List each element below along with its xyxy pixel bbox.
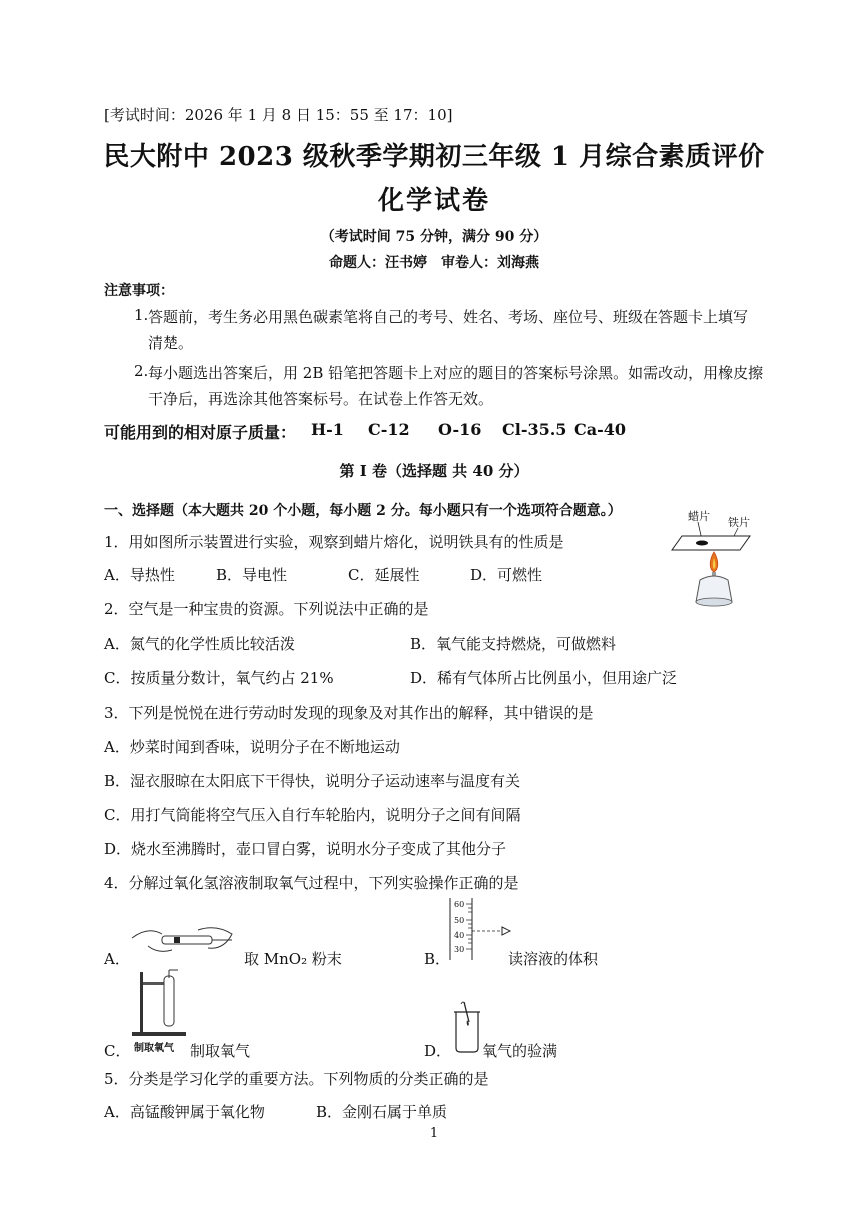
atomic-mass-ca: Ca-40	[574, 420, 627, 439]
q1-option-d: D．可燃性	[470, 566, 543, 584]
q4-option-a-letter: A．	[104, 950, 130, 968]
atomic-mass-h: H-1	[311, 420, 344, 439]
q5-option-b: B．金刚石属于单质	[316, 1103, 448, 1121]
atomic-mass-c: C-12	[368, 420, 410, 439]
exam-time-note: [考试时间：2026 年 1 月 8 日 15：55 至 17：10]	[104, 106, 453, 124]
q4-option-d-letter: D．	[424, 1042, 452, 1060]
q1-option-b: B．导电性	[216, 566, 288, 584]
q1-figure	[668, 506, 758, 610]
apparatus-caption: 制取氧气	[134, 1043, 174, 1054]
q1-stem: 1．用如图所示装置进行实验，观察到蜡片熔化，说明铁具有的性质是	[104, 533, 564, 551]
notice-heading: 注意事项：	[104, 283, 174, 299]
notice-item-2-line2: 干净后，再选涂其他答案标号。在试卷上作答无效。	[148, 390, 494, 408]
q2-option-a: A．氮气的化学性质比较活泼	[104, 635, 295, 653]
tick-30: 30	[454, 945, 465, 954]
q2-option-d: D．稀有气体所占比例虽小，但用途广泛	[410, 669, 678, 687]
q5-stem: 5．分类是学习化学的重要方法。下列物质的分类正确的是	[104, 1070, 489, 1088]
q4-option-a-text: 取 MnO₂ 粉末	[244, 950, 342, 968]
atomic-mass-o: O-16	[438, 420, 482, 439]
notice-item-2-num: 2.	[134, 362, 149, 380]
page-subtitle: 化学试卷	[377, 186, 490, 216]
atomic-mass-cl: Cl-35.5	[502, 420, 567, 439]
q3-stem: 3．下列是悦悦在进行劳动时发现的现象及对其作出的解释，其中错误的是	[104, 704, 594, 722]
oxygen-apparatus-figure	[130, 968, 190, 1056]
q3-option-b: B．湿衣服晾在太阳底下干得快，说明分子运动速率与温度有关	[104, 772, 521, 790]
notice-item-1-line2: 清楚。	[148, 334, 194, 352]
section-title: 第 I 卷（选择题 共 40 分）	[339, 462, 529, 480]
lamp-illustration	[668, 506, 758, 610]
q2-option-c: C．按质量分数计，氧气约占 21%	[104, 669, 334, 687]
notice-item-2-line1: 每小题选出答案后，用 2B 铅笔把答题卡上对应的题目的答案标号涂黑。如需改动，用橡皮擦	[148, 364, 764, 382]
q2-stem: 2．空气是一种宝贵的资源。下列说法中正确的是	[104, 600, 429, 618]
gas-bottle-illustration	[452, 1000, 482, 1054]
page-title: 民大附中 2023 级秋季学期初三年级 1 月综合素质评价	[103, 142, 765, 172]
notice-item-1-num: 1.	[134, 306, 149, 324]
q3-option-d: D．烧水至沸腾时，壶口冒白雾，说明水分子变成了其他分子	[104, 840, 507, 858]
q1-option-c: C．延展性	[348, 566, 420, 584]
wax-label: 蜡片	[688, 510, 710, 523]
tick-60: 60	[454, 900, 465, 909]
authors: 命题人：汪书婷 审卷人：刘海燕	[329, 255, 539, 271]
q3-option-a: A．炒菜时闻到香味，说明分子在不断地运动	[104, 738, 400, 756]
q4-option-b-text: 读溶液的体积	[508, 950, 599, 968]
tick-50: 50	[454, 916, 465, 925]
q4-stem: 4．分解过氧化氢溶液制取氧气过程中，下列实验操作正确的是	[104, 874, 519, 892]
q4-option-c-text: 制取氧气	[190, 1042, 251, 1060]
spatula-illustration	[128, 920, 240, 960]
q3-option-c: C．用打气筒能将空气压入自行车轮胎内，说明分子之间有间隔	[104, 806, 521, 824]
q5-option-a: A．高锰酸钾属于氧化物	[104, 1103, 265, 1121]
q4-option-c-letter: C．	[104, 1042, 131, 1060]
q4-option-d-text: 氧气的验满	[482, 1042, 558, 1060]
section-instruction: 一、选择题（本大题共 20 个小题，每小题 2 分。每小题只有一个选项符合题意。）	[104, 503, 622, 519]
notice-item-1-line1: 答题前，考生务必用黑色碳素笔将自己的考号、姓名、考场、座位号、班级在答题卡上填写	[148, 308, 749, 326]
tick-40: 40	[454, 931, 465, 940]
page-number: 1	[429, 1126, 439, 1141]
duration-score: （考试时间 75 分钟，满分 90 分）	[320, 229, 548, 245]
q2-option-b: B．氧气能支持燃烧，可做燃料	[410, 635, 617, 653]
q4-option-b-letter: B．	[424, 950, 451, 968]
atomic-mass-label: 可能用到的相对原子质量：	[104, 423, 297, 442]
q1-option-a: A．导热性	[104, 566, 175, 584]
iron-label: 铁片	[728, 516, 750, 529]
